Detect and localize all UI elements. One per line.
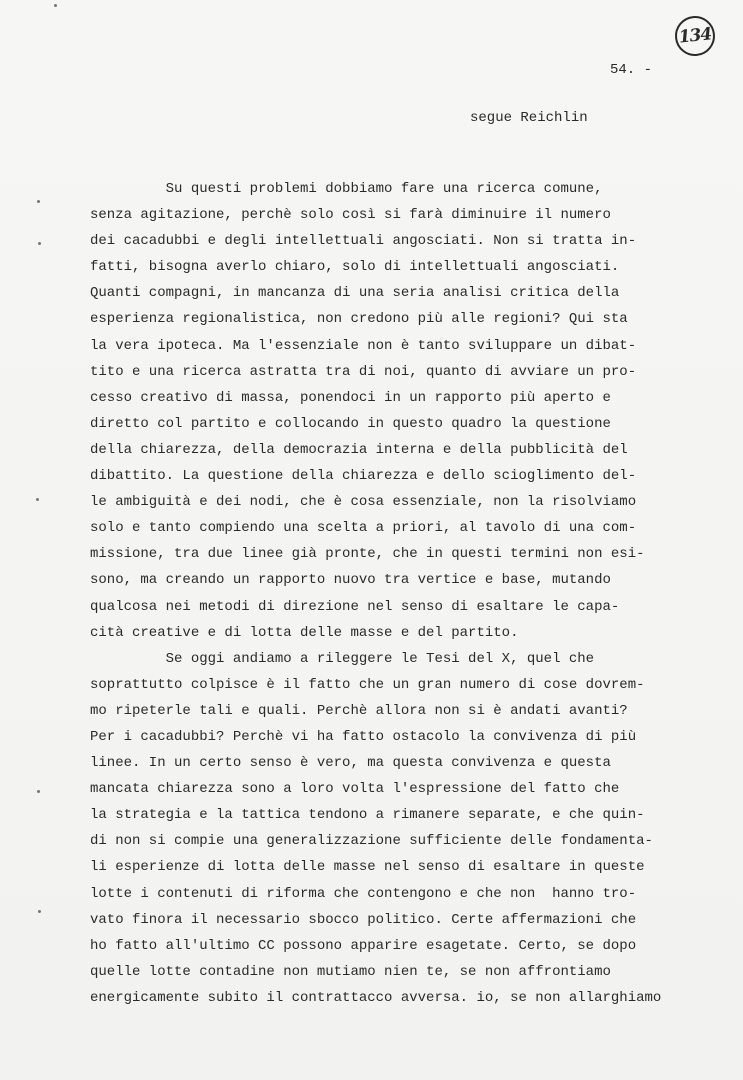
text-line: le ambiguità e dei nodi, che è cosa essenziale, non la risolviamo <box>90 494 637 511</box>
text-line: dei cacadubbi e degli intellettuali angosciati. Non si tratta in- <box>90 233 637 250</box>
text-line: fatti, bisogna averlo chiaro, solo di intellettuali angosciati. <box>90 259 620 276</box>
text-line: dibattito. La questione della chiarezza e dello scioglimento del- <box>90 468 637 485</box>
text-line: Se oggi andiamo a rileggere le Tesi del X, quel che <box>90 650 595 667</box>
text-line: mancata chiarezza sono a loro volta l'espressione del fatto che <box>90 781 620 798</box>
text-line: mo ripeterle tali e quali. Perchè allora non si è andati avanti? <box>90 702 628 719</box>
text-line: Per i cacadubbi? Perchè vi ha fatto ostacolo la convivenza di più <box>90 728 637 745</box>
text-line: tito e una ricerca astratta tra di noi, quanto di avviare un pro- <box>90 363 637 380</box>
text-line: quelle lotte contadine non mutiamo nien te, se non affrontiamo <box>90 963 611 980</box>
text-line: esperienza regionalistica, non credono più alle regioni? Qui sta <box>90 311 628 328</box>
text-line: la vera ipoteca. Ma l'essenziale non è tanto sviluppare un dibat- <box>90 337 637 354</box>
stamp-number: 134 <box>677 24 713 48</box>
text-line: lotte i contenuti di riforma che contengono e che non hanno tro- <box>90 885 637 902</box>
page-number: 54. - <box>610 62 653 78</box>
text-line: la strategia e la tattica tendono a rimanere separate, e che quin- <box>90 807 645 824</box>
text-line: diretto col partito e collocando in questo quadro la questione <box>90 415 611 432</box>
margin-speck <box>37 200 40 203</box>
body-text <box>90 176 710 1011</box>
text-line: cità creative e di lotta delle masse e del partito. <box>90 624 519 641</box>
text-line: Quanti compagni, in mancanza di una seria analisi critica della <box>90 285 620 302</box>
margin-speck <box>36 498 39 501</box>
margin-speck <box>54 4 57 7</box>
text-line: li esperienze di lotta delle masse nel senso di esaltare in queste <box>90 859 645 876</box>
text-line: della chiarezza, della democrazia interna e della pubblicità del <box>90 441 628 458</box>
text-line: senza agitazione, perchè solo così si farà diminuire il numero <box>90 207 611 224</box>
text-line: qualcosa nei metodi di direzione nel senso di esaltare le capa- <box>90 598 620 615</box>
text-line: linee. In un certo senso è vero, ma questa convivenza e questa <box>90 755 611 772</box>
text-line: cesso creativo di massa, ponendoci in un rapporto più aperto e <box>90 389 611 406</box>
text-line: energicamente subito il contrattacco avversa. io, se non allarghiamo <box>90 989 662 1006</box>
margin-speck <box>37 790 40 793</box>
text-line: vato finora il necessario sbocco politico. Certe affermazioni che <box>90 911 637 928</box>
margin-speck <box>38 910 41 913</box>
margin-speck <box>38 242 41 245</box>
page-stamp <box>673 14 717 58</box>
continuation-heading: segue Reichlin <box>470 110 588 126</box>
text-line: missione, tra due linee già pronte, che in questi termini non esi- <box>90 546 645 563</box>
text-line: ho fatto all'ultimo CC possono apparire esagetate. Certo, se dopo <box>90 937 637 954</box>
text-line: di non si compie una generalizzazione sufficiente delle fondamenta- <box>90 833 653 850</box>
text-line: solo e tanto compiendo una scelta a priori, al tavolo di una com- <box>90 520 637 537</box>
text-line: Su questi problemi dobbiamo fare una ricerca comune, <box>90 181 603 197</box>
text-line: sono, ma creando un rapporto nuovo tra vertice e base, mutando <box>90 572 611 589</box>
text-line: soprattutto colpisce è il fatto che un gran numero di cose dovrem- <box>90 676 645 693</box>
